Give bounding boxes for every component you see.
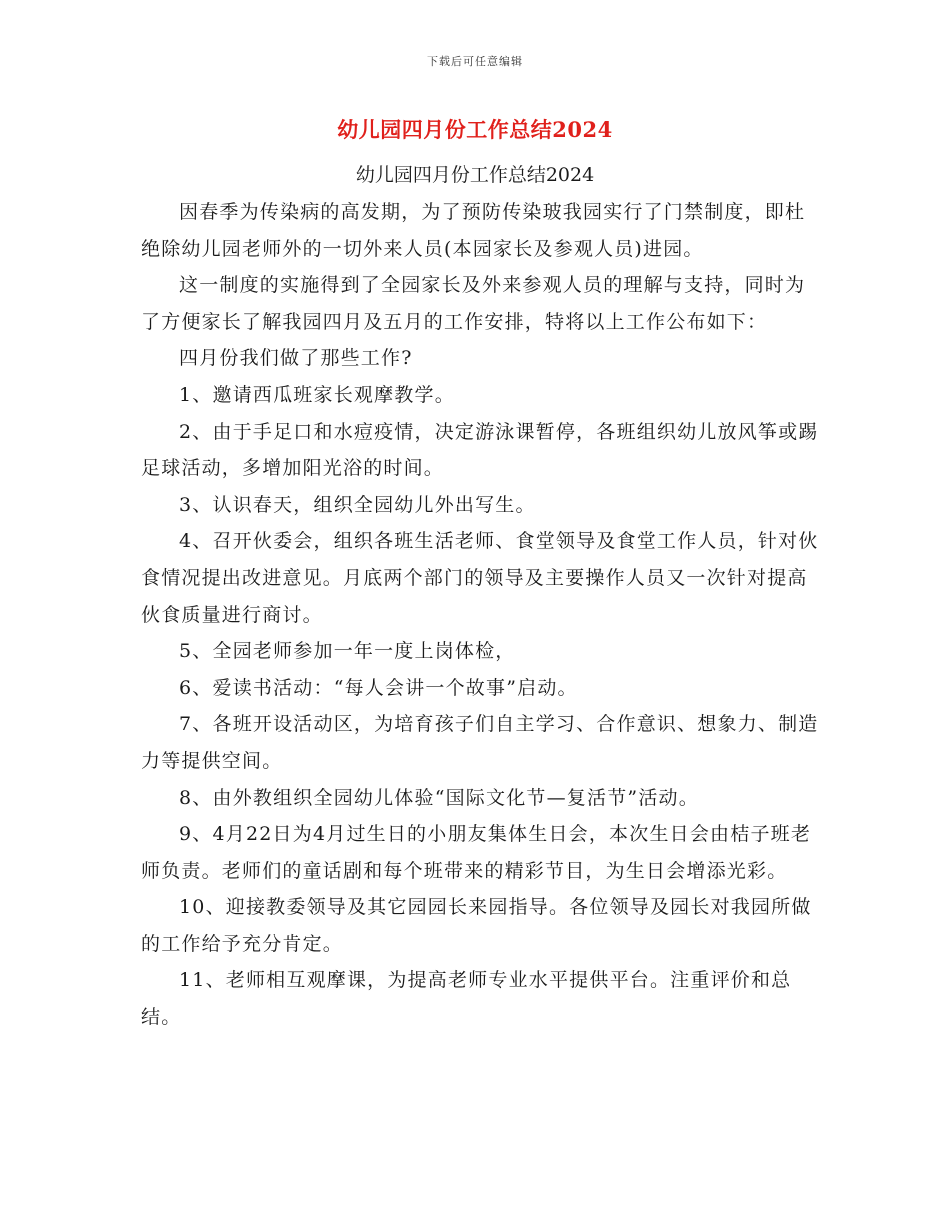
list-item-2: 2、由于手足口和水痘疫情，决定游泳课暂停，各班组织幼儿放风筝或踢足球活动，多增加阳光浴的时间。 [141, 420, 819, 480]
list-item-1: 1、邀请西瓜班家长观摩教学。 [179, 383, 455, 406]
list-item-4: 4、召开伙委会，组织各班生活老师、食堂领导及食堂工作人员，针对伙食情况提出改进意见。月底两个部门的领导及主要操作人员又一次针对提高伙食质量进行商讨。 [141, 530, 819, 626]
list-item-10: 10、迎接教委领导及其它园园长来园指导。各位领导及园长对我园所做的工作给予充分肯定。 [141, 896, 812, 955]
list-item-6: 6、爱读书活动：“每人会讲一个故事”启动。 [179, 676, 578, 699]
page-header-note: 下载后可任意编辑 [427, 55, 523, 68]
list-item-5: 5、全园老师参加一年一度上岗体检， [179, 640, 516, 663]
list-item-3: 3、认识春天，组织全园幼儿外出写生。 [179, 493, 536, 516]
paragraph-question: 四月份我们做了那些工作? [179, 347, 413, 370]
list-item-9: 9、4月22日为4月过生日的小朋友集体生日会，本次生日会由桔子班老师负责。老师们的童话剧和每个班带来的精彩节目，为生日会增添光彩。 [141, 823, 812, 882]
document-subtitle: 幼儿园四月份工作总结2024 [355, 164, 595, 186]
list-item-8: 8、由外教组织全园幼儿体验“国际文化节—复活节”活动。 [179, 786, 699, 809]
document-body [141, 194, 821, 1036]
document-title: 幼儿园四月份工作总结2024 [337, 117, 613, 142]
paragraph-intro-1: 因春季为传染病的高发期，为了预防传染玻我园实行了门禁制度，即杜绝除幼儿园老师外的一切外来人员(本园家长及参观人员)进园。 [141, 201, 806, 260]
list-item-11: 11、老师相互观摩课，为提高老师专业水平提供平台。注重评价和总结。 [141, 969, 792, 1029]
list-item-7: 7、各班开设活动区，为培育孩子们自主学习、合作意识、想象力、制造力等提供空间。 [141, 713, 819, 772]
paragraph-intro-2: 这一制度的实施得到了全园家长及外来参观人员的理解与支持，同时为了方便家长了解我园四月及五月的工作安排，特将以上工作公布如下： [141, 274, 806, 333]
